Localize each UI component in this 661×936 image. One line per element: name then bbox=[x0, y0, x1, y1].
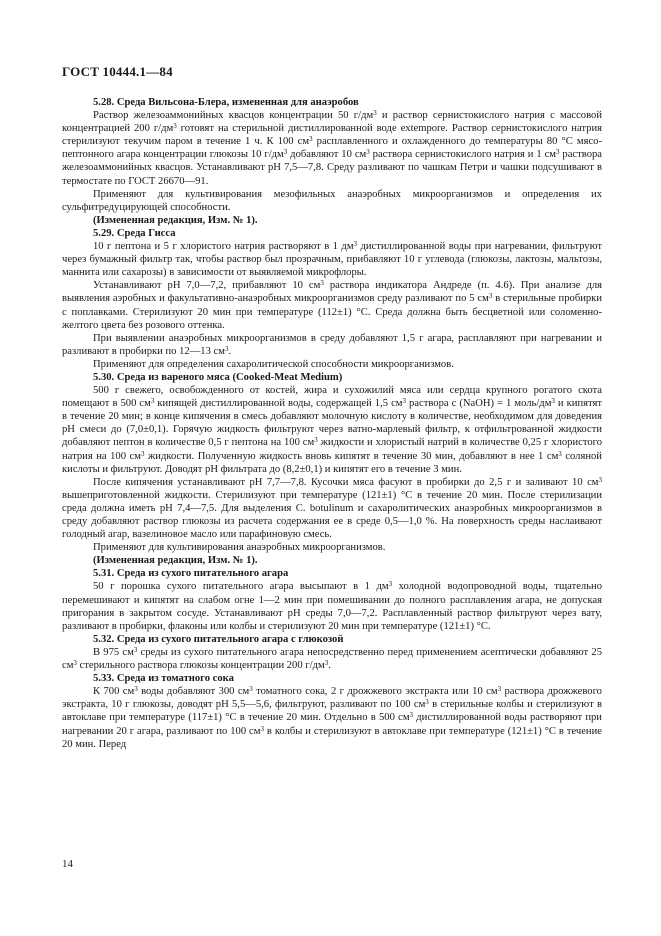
body-paragraph: При выявлении анаэробных микроорганизмов в среду добавляют 1,5 г агара, расплавляют при нагревании и разливают в пробирки по 12—13 $см^3$. bbox=[62, 332, 602, 357]
section-heading: 5.32. Среда из сухого питательного агара с глюкозой bbox=[93, 633, 344, 645]
body-paragraph: Применяют для культивирования мезофильных анаэробных микроорганизмов и определения их сульфитредуцирующей способности. bbox=[62, 188, 602, 213]
body-paragraph: 10 г пептона и 5 г хлористого натрия растворяют в 1 $дм^3$ дистиллированной воды при нагревании, фильтруют через бумажный фильтр так, чтобы раствор был прозрачным, прибавляют 10 г углевода (глюкозы, лактозы, мальтозы, маннита или сахарозы) в зависимости от выявляемой микрофлоры. bbox=[62, 240, 603, 279]
body-paragraph: 50 г порошка сухого питательного агара высыпают в 1 $дм^3$ холодной водопроводной воды, тщательно перемешивают и кипятят на слабом огне 1—2 мин при помешивании до полного расплавления агара, не допуская пригорания в закрытом сосуде. Устанавливают рН среды 7,0—7,2. Расплавленный раствор фильтруют через вату, разливают в пробирки, флаконы или колбы и стерилизуют 20 мин при температуре (121±1) °С. bbox=[62, 580, 602, 632]
body-paragraph: В 975 $см^3$ среды из сухого питательного агара непосредственно перед применением асептически добавляют 25 $см^3$ стерильного раствора глюкозы концентрации 200 $г/дм^3$. bbox=[62, 645, 602, 672]
body-paragraph: Раствор железоаммонийных квасцов концентрации 50 $г/дм^3$ и раствор сернистокислого натрия с массовой концентрацией 200 $г/дм^3$ готовят на стерильной дистиллированной воде extempore. Раствор сернистокислого натрия стерилизуют текучим паром в течение 1 ч. К 100 $см^3$ расплавленного и охлажденного до температуры 80 °С мясо-пептонного агара концентрации глюкозы 10 $г/дм^3$ добавляют 10 $см^3$ раствора сернистокислого натрия и 1 $см^3$ раствора железоаммонийных квасцов. Устанавливают рН 7,5—7,8. Среду разливают по чашкам Петри и чашки подсушивают в термостате по ГОСТ 26670—91. bbox=[62, 109, 602, 187]
body-paragraph: Применяют для определения сахаролитической способности микроорганизмов. bbox=[93, 358, 454, 370]
body-paragraph: Устанавливают рН 7,0—7,2, прибавляют 10 $см^3$ раствора индикатора Андреде (п. 4.6). При анализе для выявления аэробных и факультативно-анаэробных микроорганизмов среду разливают по 5 $см^3$ в стерильные пробирки с поплавками. Стерилизуют 20 мин при температуре (112±1) °С. Среда должна быть бесцветной или соломенно-желтого цвета без розового оттенка. bbox=[62, 279, 602, 331]
section-heading: 5.33. Среда из томатного сока bbox=[93, 673, 234, 685]
body-paragraph: К 700 $см^3$ воды добавляют 300 $см^3$ томатного сока, 2 г дрожжевого экстракта или 10 $см^3$ раствора дрожжевого экстракта, 10 г глюкозы, доводят рН 5,5—5,6, фильтруют, разливают по 100 $см^3$ в стерильные колбы и стерилизуют в автоклаве при температуре (117±1) °С в течение 20 мин. Отдельно в 500 $см^3$ дистиллированной воды растворяют при нагревании 20 г агара, разливают по 100 $см^3$ в колбы и стерилизуют в автоклаве при температуре (121±1) °С в течение 20 мин. Перед bbox=[62, 685, 602, 750]
amendment-note: (Измененная редакция, Изм. № 1). bbox=[93, 214, 258, 226]
document-body bbox=[62, 96, 602, 751]
section-heading: 5.30. Среда из вареного мяса (Cooked-Meat Medium) bbox=[93, 371, 343, 383]
section-heading: 5.28. Среда Вильсона-Блера, измененная для анаэробов bbox=[93, 97, 359, 108]
section-heading: 5.29. Среда Гисса bbox=[93, 227, 176, 239]
body-paragraph: Применяют для культивирования анаэробных микроорганизмов. bbox=[93, 542, 386, 554]
body-paragraph: После кипячения устанавливают рН 7,7—7,8. Кусочки мяса фасуют в пробирки до 2,5 г и заливают 10 $см^3$ вышеприготовленной жидкости. Стерилизуют при температуре (121±1) °С в течение 20 мин. После стерилизации среда должна иметь рН 7,4—7,5. Для выделения С. botulinum и сахаролитических анаэробных микроорганизмов в среду добавляют раствор глюкозы из расчета содержания ее в среде 0,5—1,0 %. На поверхность среды наслаивают голодный агар, вазелиновое масло или парафиновую смесь. bbox=[62, 475, 602, 541]
section-heading: 5.31. Среда из сухого питательного агара bbox=[93, 568, 289, 580]
document-code-header: ГОСТ 10444.1—84 bbox=[62, 64, 173, 79]
page-number: 14 bbox=[62, 858, 73, 870]
body-paragraph: 500 г свежего, освобожденного от костей, жира и сухожилий мяса или сердца крупного рогатого скота помещают в 500 $см^3$ кипящей дистиллированной воды, содержащей 1,5 $см^3$ раствора с (NaOH) = 1 моль/$дм^3$ и кипятят в течение 20 мин; в конце кипячения в смесь добавляют молочную кислоту в количестве, необходимом для доведения рН смеси до (7,0±0,1). Горячую жидкость фильтруют через ватно-марлевый фильтр, к отфильтрованной жидкости добавляют пептон в количестве 0,5 г пептона на 100 $см^3$ жидкости и хлористый натрий в количестве 0,25 г хлористого натрия на 100 $см^3$ жидкости. Полученную жидкость вновь кипятят в течение 30 мин, добавляют в нее 1 $см^3$ соляной кислоты и фильтруют. Доводят рН фильтрата до (8,2±0,1) и кипятят его в течение 3 мин. bbox=[62, 385, 602, 475]
amendment-note: (Измененная редакция, Изм. № 1). bbox=[93, 555, 258, 567]
